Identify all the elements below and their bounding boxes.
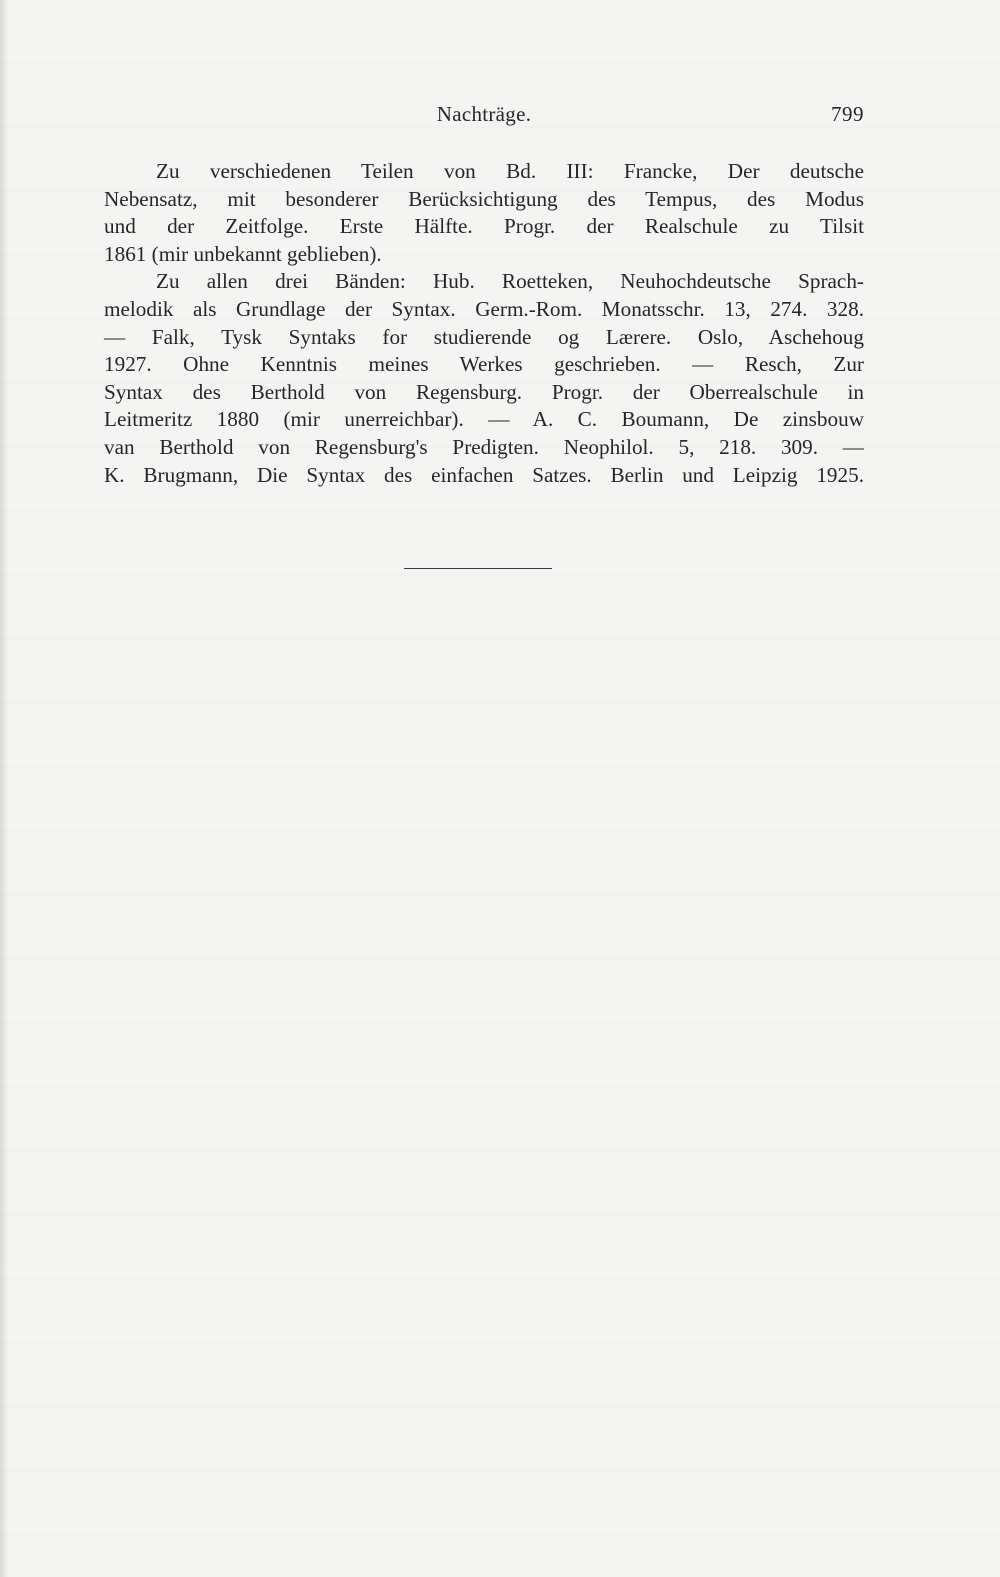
text-line: 1861 (mir unbekannt geblieben). [104,241,382,266]
text-line: K. Brugmann, Die Syntax des einfachen Satzes. Berlin und Leipzig 1925. [104,462,864,487]
closing-rule [404,568,552,569]
running-title: Nachträge. [436,102,532,126]
text-line: Zu verschiedenen Teilen von Bd. III: Francke, Der deutsche [156,159,864,183]
paragraph-all-volumes [104,268,864,489]
text-line: — Falk, Tysk Syntaks for studierende og Lærere. Oslo, Aschehoug [104,324,864,349]
text-line: melodik als Grundlage der Syntax. Germ.-Rom. Monatsschr. 13, 274. 328. [104,296,864,321]
paragraph-bd-iii [104,158,864,268]
text-line: und der Zeitfolge. Erste Hälfte. Progr. der Realschule zu Tilsit [104,214,864,239]
text-line: Syntax des Berthold von Regensburg. Progr. der Oberrealschule in [104,379,864,404]
page-number: 799 [831,102,864,126]
text-line: Nebensatz, mit besonderer Berücksichtigung des Tempus, des Modus [104,186,864,211]
running-head [104,102,864,130]
text-line: Zu allen drei Bänden: Hub. Roetteken, Neuhochdeutsche Sprach- [156,269,864,294]
text-line: Leitmeritz 1880 (mir unerreichbar). — A. C. Boumann, De zinsbouw [104,407,864,432]
body-text [104,158,864,489]
binding-edge [0,0,8,1577]
text-line: van Berthold von Regensburg's Predigten. Neophilol. 5, 218. 309. — [104,434,864,459]
text-line: 1927. Ohne Kenntnis meines Werkes geschrieben. — Resch, Zur [104,352,864,377]
